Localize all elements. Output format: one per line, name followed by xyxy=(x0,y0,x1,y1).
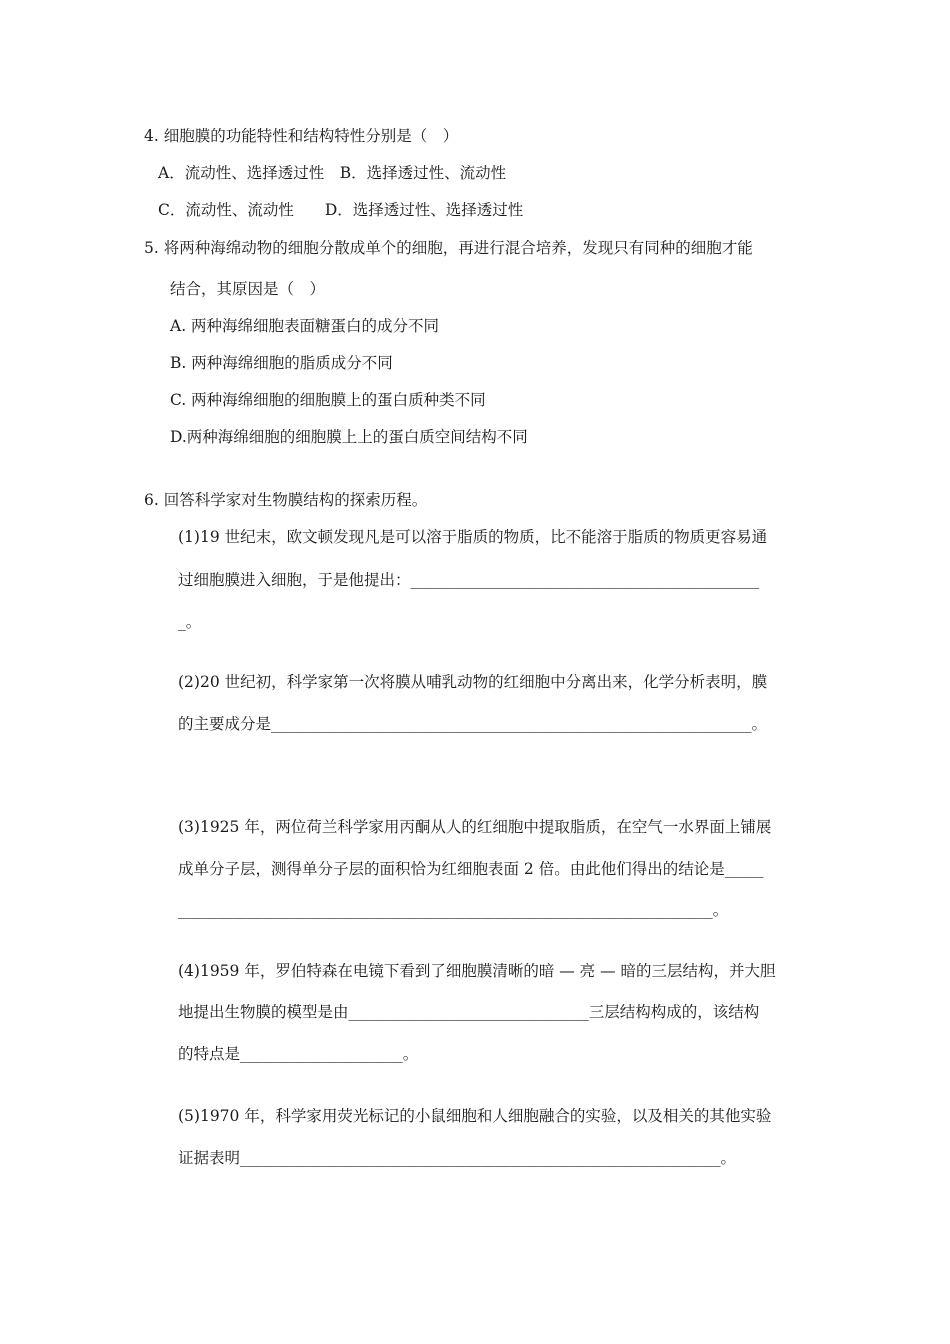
q4-options-row1: A．流动性、选择透过性 B．选择透过性、流动性 xyxy=(158,164,507,182)
q6-part2-line2: 的主要成分是______________________________________________________________。 xyxy=(178,715,768,733)
q5-option-a: A. 两种海绵细胞表面糖蛋白的成分不同 xyxy=(170,317,440,335)
q6-part3-line3: _____________________________________________________________________。 xyxy=(178,901,729,919)
q6-part1-line2: 过细胞膜进入细胞，于是他提出：_____________________________________________ xyxy=(178,571,760,589)
q5-stem-line1: 5. 将两种海绵动物的细胞分散成单个的细胞，再进行混合培养，发现只有同种的细胞才能 xyxy=(144,239,753,257)
q5-option-d: D.两种海绵细胞的细胞膜上上的蛋白质空间结构不同 xyxy=(170,428,528,446)
q5-option-c: C. 两种海绵细胞的细胞膜上的蛋白质种类不同 xyxy=(170,391,486,409)
q6-part4-line2: 地提出生物膜的模型是由_______________________________三层结构构成的，该结构 xyxy=(178,1003,760,1021)
q6-part3-line1: (3)1925 年，两位荷兰科学家用丙酮从人的红细胞中提取脂质，在空气一水界面上铺展 xyxy=(178,818,772,836)
q6-part5-line2: 证据表明______________________________________________________________。 xyxy=(178,1149,737,1167)
q4-stem: 4. 细胞膜的功能特性和结构特性分别是（ ） xyxy=(144,127,459,145)
q5-option-b: B. 两种海绵细胞的脂质成分不同 xyxy=(170,354,393,372)
q5-stem-line2: 结合，其原因是（ ） xyxy=(170,280,326,298)
q6-part4-line1: (4)1959 年，罗伯特森在电镜下看到了细胞膜清晰的暗 — 亮 — 暗的三层结构，并大胆 xyxy=(178,962,776,980)
q6-part5-line1: (5)1970 年，科学家用荧光标记的小鼠细胞和人细胞融合的实验，以及相关的其他实验 xyxy=(178,1107,772,1125)
q6-part3-line2: 成单分子层，测得单分子层的面积恰为红细胞表面 2 倍。由此他们得出的结论是_____ xyxy=(178,860,764,878)
q6-part1-line1: (1)19 世纪末，欧文顿发现凡是可以溶于脂质的物质，比不能溶于脂质的物质更容易通 xyxy=(178,528,768,546)
q6-part1-line3: _。 xyxy=(178,613,202,631)
q6-part2-line1: (2)20 世纪初，科学家第一次将膜从哺乳动物的红细胞中分离出来，化学分析表明，膜 xyxy=(178,673,768,691)
q4-options-row2: C．流动性、流动性 D．选择透过性、选择透过性 xyxy=(158,201,524,219)
q6-stem: 6. 回答科学家对生物膜结构的探索历程。 xyxy=(144,491,428,509)
q6-part4-line3: 的特点是_____________________。 xyxy=(178,1045,419,1063)
